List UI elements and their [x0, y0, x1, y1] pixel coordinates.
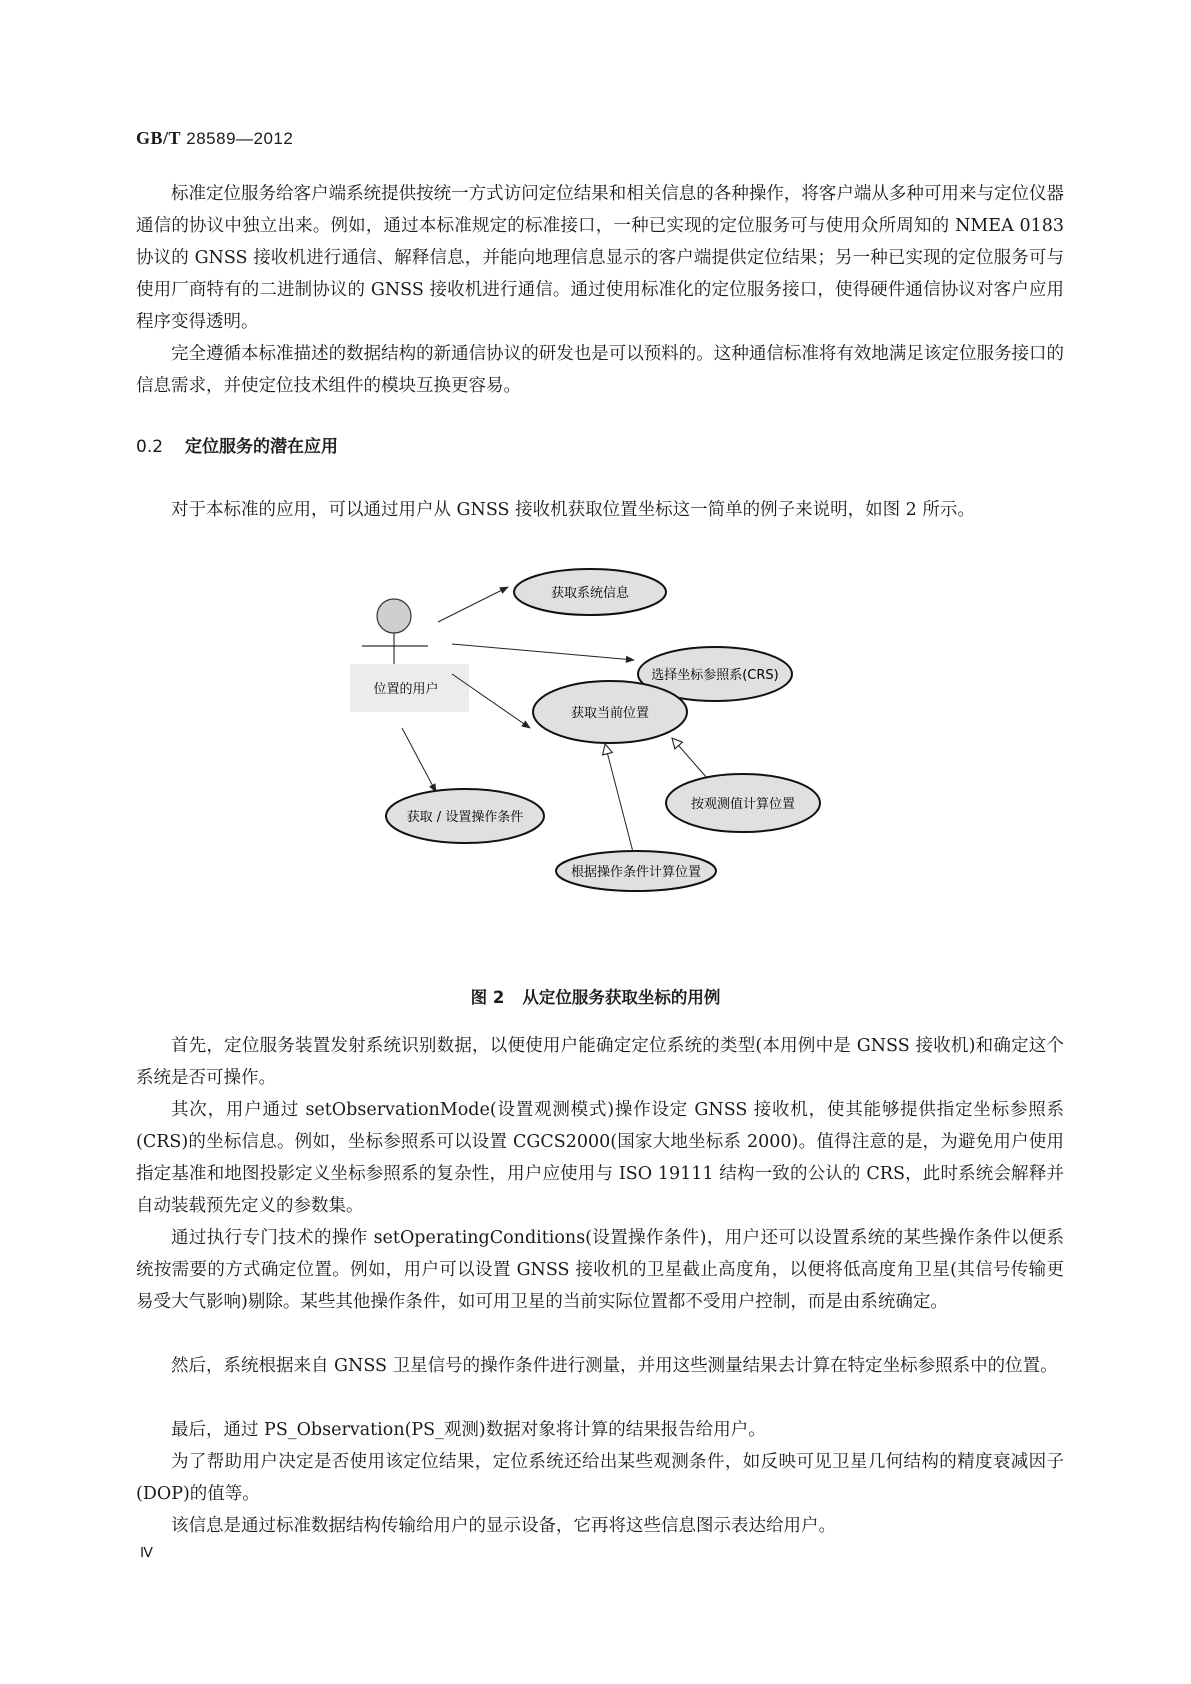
section-title: 定位服务的潜在应用	[185, 437, 339, 457]
section-intro-paragraph: 对于本标准的应用，可以通过用户从 GNSS 接收机获取位置坐标这一简单的例子来说明，如图 2 所示。	[171, 500, 975, 520]
intro-paragraph-1: 标准定位服务给客户端系统提供按统一方式访问定位结果和相关信息的各种操作，将客户端从多种可用来与定位仪器通信的协议中独立出来。例如，通过本标准规定的标准接口，一种已实现的定位服务可与使用众所周知的 NMEA 0183 协议的 GNSS 接收机进行通信、解释信息，并能向地理信息显示的客户端提供定位结果；另一种已实现的定位服务可与使用厂商特有的二进制协议的 GNSS 接收机进行通信。通过使用标准化的定位服务接口，使得硬件通信协议对客户应用程序变得透明。	[136, 184, 1064, 332]
use-case-label: 获取当前位置	[570, 706, 650, 721]
body-paragraph-2: 其次，用户通过 setObservationMode(设置观测模式)操作设定 GNSS 接收机，使其能够提供指定坐标参照系(CRS)的坐标信息。例如，坐标参照系可以设置 CGCS2000(国家大地坐标系 2000)。值得注意的是，为避免用户使用指定基准和地图投影定义坐标参照系的复杂性，用户应使用与 ISO 19111 结构一致的公认的 CRS，此时系统会解释并自动装载预先定义的参数集。	[136, 1100, 1064, 1216]
association-line	[438, 587, 508, 622]
association-line	[452, 644, 634, 660]
section-number: 0.2	[136, 437, 164, 457]
body-paragraph-4: 然后，系统根据来自 GNSS 卫星信号的操作条件进行测量，并用这些测量结果去计算在特定坐标参照系中的位置。	[171, 1356, 1058, 1376]
standard-code	[136, 128, 293, 149]
body-paragraph-7: 该信息是通过标准数据结构传输给用户的显示设备，它再将这些信息图示表达给用户。	[171, 1516, 836, 1536]
figure-caption	[0, 984, 1191, 1008]
page-number: Ⅳ	[140, 1546, 153, 1561]
use-case-label: 根据操作条件计算位置	[570, 865, 702, 880]
body-paragraph-1: 首先，定位服务装置发射系统识别数据，以便使用户能确定定位系统的类型(本用例中是 GNSS 接收机)和确定这个系统是否可操作。	[136, 1036, 1064, 1088]
figure-title: 从定位服务获取坐标的用例	[522, 988, 721, 1007]
use-case-label: 选择坐标参照系(CRS)	[651, 668, 779, 683]
actor-label: 位置的用户	[373, 682, 439, 697]
body-paragraph-3: 通过执行专门技术的操作 setOperatingConditions(设置操作条件)，用户还可以设置系统的某些操作条件以便系统按需要的方式确定位置。例如，用户可以设置 GNSS 接收机的卫星截止高度角，以便将低高度角卫星(其信号传输更易受大气影响)剔除。某些其他操作条件，如可用卫星的当前实际位置都不受用户控制，而是由系统确定。	[136, 1228, 1064, 1312]
intro-paragraph-2: 完全遵循本标准描述的数据结构的新通信协议的研发也是可以预料的。这种通信标准将有效地满足该定位服务接口的信息需求，并使定位技术组件的模块互换更容易。	[136, 344, 1064, 396]
use-case-label: 按观测值计算位置	[690, 797, 796, 812]
section-heading	[136, 432, 338, 457]
figure-number: 图 2	[470, 988, 505, 1007]
body-paragraph-5: 最后，通过 PS_Observation(PS_观测)数据对象将计算的结果报告给用户。	[171, 1420, 766, 1440]
use-case-diagram	[350, 560, 890, 960]
generalization-line	[672, 738, 707, 778]
standard-number: 28589—2012	[186, 129, 294, 148]
use-case-label: 获取 / 设置操作条件	[406, 810, 524, 825]
standard-prefix: GB/T	[136, 128, 182, 148]
use-case-label: 获取系统信息	[550, 586, 630, 601]
association-line	[402, 728, 436, 792]
body-paragraph-6: 为了帮助用户决定是否使用该定位结果，定位系统还给出某些观测条件，如反映可见卫星几何结构的精度衰减因子(DOP)的值等。	[136, 1452, 1064, 1504]
generalization-line	[605, 744, 633, 852]
